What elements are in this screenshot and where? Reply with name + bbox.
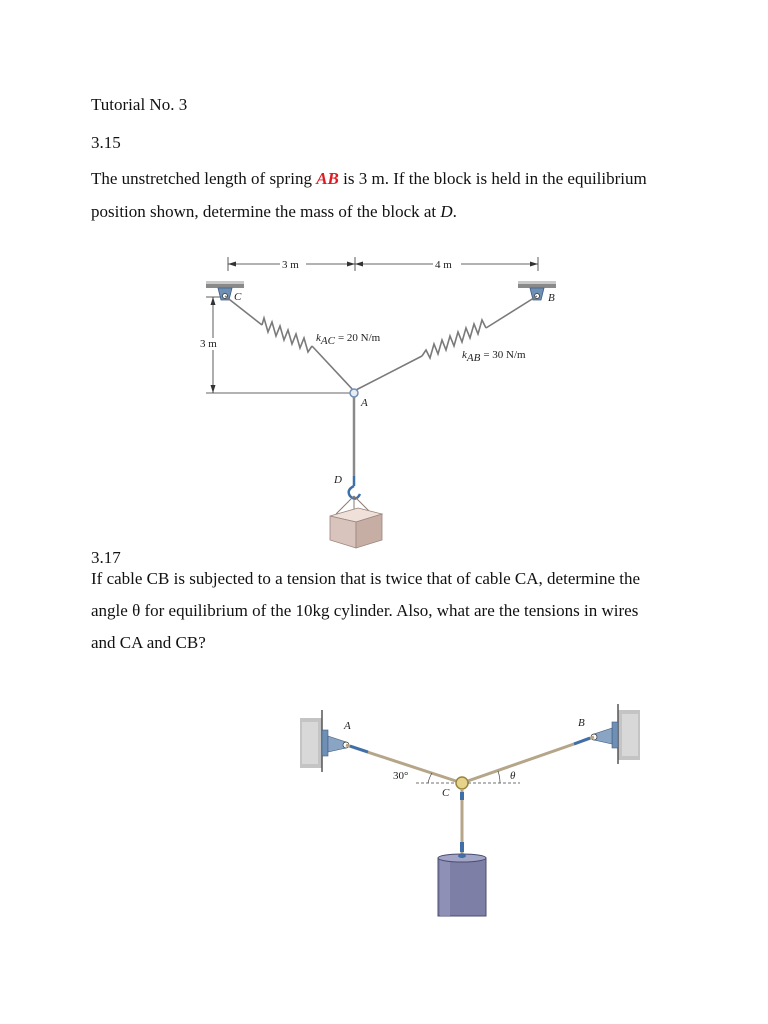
wall-right [591,704,640,764]
angle-theta-label: θ [510,770,516,782]
label-b: B [548,292,555,304]
label-d: D [334,474,342,486]
wall-left [300,710,349,772]
spring-ac-value: = 20 N/m [337,332,381,344]
spring-ac-k: k [316,332,321,344]
label-a-fig2: A [344,720,351,732]
problem-3-15-number: 3.15 [91,133,121,152]
label-c-fig2: C [442,787,450,799]
block-d-reference: D [440,202,453,221]
ring-c [456,777,468,789]
problem-3-15-line-2-start: position shown, determine the mass of the block at [91,202,441,221]
problem-3-17-line-1: If cable CB is subjected to a tension that is twice that of cable CA, determine the [91,569,641,588]
spring-ab-value: = 30 N/m [483,349,526,361]
tutorial-title: Tutorial No. 3 [91,95,188,114]
spring-ab-k: k [462,349,467,361]
problem-3-17-number: 3.17 [91,548,121,567]
label-a: A [361,397,368,409]
label-b-fig2: B [578,717,585,729]
dim-4m-horizontal: 4 m [435,259,452,271]
spring-ab-highlight: AB [316,169,339,188]
dim-3m-vertical: 3 m [200,338,217,350]
label-c: C [234,291,242,303]
cylinder [438,854,486,916]
problem-3-15-line-1-end: is 3 m. If the block is held in the equilibrium [338,169,647,188]
spring-ac-subscript: AC [320,335,335,347]
angle-30-label: 30° [393,770,409,782]
problem-3-15-line-1-start: The unstretched length of spring [91,169,317,188]
problem-3-17-line-3: and CA and CB? [91,633,206,652]
problem-3-17-line-2: angle θ for equilibrium of the 10kg cylinder. Also, what are the tensions in wires [91,601,639,620]
dim-3m-horizontal: 3 m [282,259,299,271]
spring-ab-subscript: AB [466,352,481,364]
problem-3-15-line-2-end: . [452,202,457,221]
